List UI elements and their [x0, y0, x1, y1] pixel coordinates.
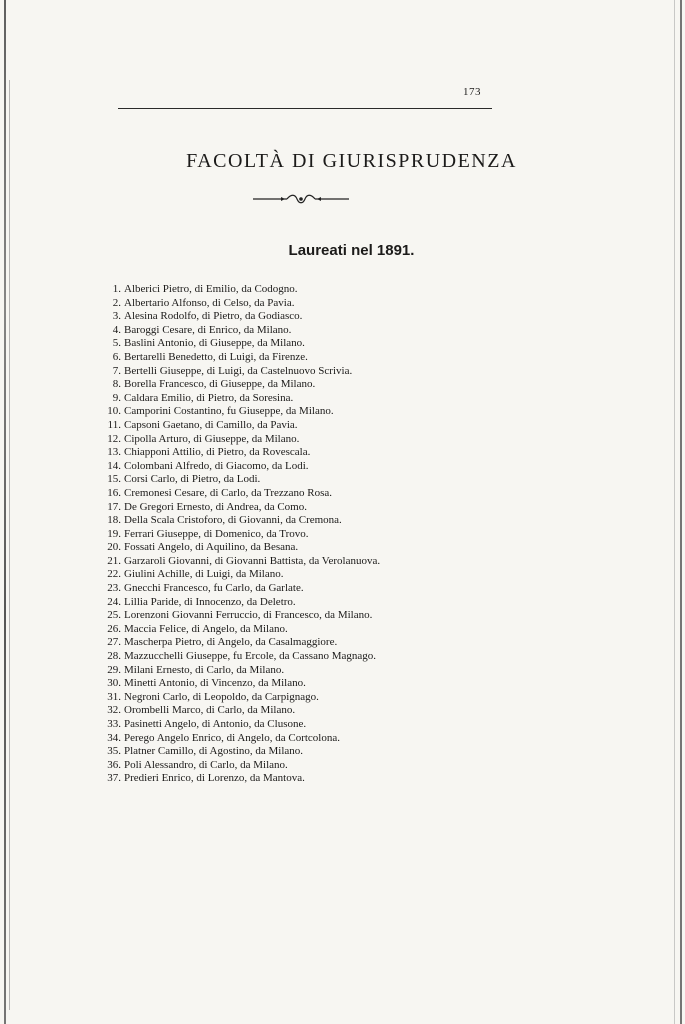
entry-text: De Gregori Ernesto, di Andrea, da Como.	[124, 500, 307, 513]
entry-text: Bertelli Giuseppe, di Luigi, da Castelnuovo Scrivia.	[124, 364, 353, 377]
entry-number: 21.	[107, 554, 121, 567]
entry-text: Minetti Antonio, di Vincenzo, da Milano.	[124, 677, 306, 690]
list-item	[100, 636, 380, 650]
list-item	[100, 528, 380, 542]
entry-number: 19.	[107, 527, 121, 540]
list-item	[100, 732, 380, 746]
entry-number: 12.	[107, 432, 121, 445]
entry-text: Platner Camillo, di Agostino, da Milano.	[124, 745, 304, 758]
entry-text: Poli Alessandro, di Carlo, da Milano.	[124, 758, 288, 771]
list-item	[100, 541, 380, 555]
entry-number: 30.	[107, 677, 121, 690]
graduates-subtitle: Laureati nel 1891.	[288, 242, 415, 259]
entry-text: Mazzucchelli Giuseppe, fu Ercole, da Cassano Magnago.	[124, 650, 376, 663]
entry-number: 2.	[112, 296, 121, 309]
list-item	[100, 568, 380, 582]
entry-number: 11.	[107, 418, 121, 431]
entry-text: Cipolla Arturo, di Giuseppe, da Milano.	[124, 432, 300, 445]
binding-edge-left-inner	[9, 80, 10, 1010]
list-item	[100, 392, 380, 406]
list-item	[100, 283, 380, 297]
entry-number: 6.	[112, 350, 121, 363]
entry-number: 17.	[107, 500, 121, 513]
list-item	[100, 487, 380, 501]
entry-text: Lorenzoni Giovanni Ferruccio, di Francesco, da Milano.	[124, 609, 373, 622]
entry-text: Orombelli Marco, di Carlo, da Milano.	[124, 704, 296, 717]
entry-number: 10.	[107, 405, 121, 418]
list-item	[100, 623, 380, 637]
list-item	[100, 501, 380, 515]
list-item	[100, 405, 380, 419]
list-item	[100, 351, 380, 365]
list-item	[100, 664, 380, 678]
entry-number: 7.	[112, 364, 121, 377]
list-item	[100, 555, 380, 569]
entry-text: Predieri Enrico, di Lorenzo, da Mantova.	[124, 772, 305, 785]
list-item	[100, 745, 380, 759]
entry-text: Albertario Alfonso, di Celso, da Pavia.	[124, 296, 295, 309]
entry-text: Ferrari Giuseppe, di Domenico, da Trovo.	[124, 527, 309, 540]
entry-text: Mascherpa Pietro, di Angelo, da Casalmaggiore.	[124, 636, 338, 649]
entry-number: 5.	[112, 337, 121, 350]
entry-number: 34.	[107, 731, 121, 744]
entry-number: 16.	[107, 486, 121, 499]
list-item	[100, 310, 380, 324]
entry-number: 35.	[107, 745, 121, 758]
entry-text: Baroggi Cesare, di Enrico, da Milano.	[124, 323, 292, 336]
entry-text: Milani Ernesto, di Carlo, da Milano.	[124, 663, 285, 676]
list-item	[100, 514, 380, 528]
entry-number: 36.	[107, 758, 121, 771]
list-item	[100, 324, 380, 338]
section-title: FACOLTÀ DI GIURISPRUDENZA	[186, 150, 517, 172]
entry-text: Borella Francesco, di Giuseppe, da Milano.	[124, 378, 316, 391]
entry-text: Alesina Rodolfo, di Pietro, da Godiasco.	[124, 310, 303, 323]
list-item	[100, 460, 380, 474]
entry-number: 15.	[107, 473, 121, 486]
list-item	[100, 650, 380, 664]
entry-text: Camporini Costantino, fu Giuseppe, da Milano.	[124, 405, 334, 418]
list-item	[100, 473, 380, 487]
entry-number: 25.	[107, 609, 121, 622]
entry-text: Maccia Felice, di Angelo, da Milano.	[124, 622, 288, 635]
entry-number: 33.	[107, 718, 121, 730]
entry-number: 32.	[107, 704, 121, 717]
header-rule	[118, 108, 492, 109]
graduates-list	[100, 283, 380, 786]
entry-text: Colombani Alfredo, di Giacomo, da Lodi.	[124, 459, 309, 472]
entry-number: 1.	[112, 283, 121, 295]
entry-number: 3.	[112, 310, 121, 323]
entry-number: 14.	[107, 459, 121, 472]
list-item	[100, 691, 380, 705]
entry-text: Corsi Carlo, di Pietro, da Lodi.	[124, 473, 261, 486]
entry-number: 27.	[107, 636, 121, 649]
entry-text: Negroni Carlo, di Leopoldo, da Carpignago.	[124, 690, 319, 703]
list-item	[100, 596, 380, 610]
entry-number: 8.	[112, 378, 121, 391]
entry-text: Pasinetti Angelo, di Antonio, da Clusone.	[124, 718, 307, 730]
entry-text: Gnecchi Francesco, fu Carlo, da Garlate.	[124, 582, 304, 595]
page-number: 173	[463, 86, 481, 98]
list-item	[100, 704, 380, 718]
list-item	[100, 446, 380, 460]
list-item	[100, 433, 380, 447]
entry-text: Chiapponi Attilio, di Pietro, da Rovescala.	[124, 446, 311, 459]
entry-number: 18.	[107, 514, 121, 527]
entry-number: 13.	[107, 446, 121, 459]
entry-text: Alberici Pietro, di Emilio, da Codogno.	[124, 283, 298, 295]
entry-number: 28.	[107, 650, 121, 663]
entry-text: Perego Angelo Enrico, di Angelo, da Cortcolona.	[124, 731, 340, 744]
entry-number: 4.	[112, 323, 121, 336]
entry-text: Bertarelli Benedetto, di Luigi, da Firenze.	[124, 350, 308, 363]
entry-text: Della Scala Cristoforo, di Giovanni, da Cremona.	[124, 514, 342, 527]
entry-text: Fossati Angelo, di Aquilino, da Besana.	[124, 541, 299, 554]
list-item	[100, 582, 380, 596]
entry-text: Cremonesi Cesare, di Carlo, da Trezzano Rosa.	[124, 486, 333, 499]
list-item	[100, 297, 380, 311]
list-item	[100, 718, 380, 732]
entry-text: Lillia Paride, di Innocenzo, da Deletro.	[124, 595, 296, 608]
list-item	[100, 419, 380, 433]
list-item	[100, 677, 380, 691]
entry-number: 26.	[107, 622, 121, 635]
entry-number: 23.	[107, 582, 121, 595]
list-item	[100, 378, 380, 392]
entry-text: Giulini Achille, di Luigi, da Milano.	[124, 568, 284, 581]
entry-number: 29.	[107, 663, 121, 676]
entry-number: 9.	[112, 391, 121, 404]
list-item	[100, 609, 380, 623]
ornament-divider	[253, 192, 349, 206]
entry-text: Garzaroli Giovanni, di Giovanni Battista, da Verolanuova.	[124, 554, 381, 567]
entry-text: Caldara Emilio, di Pietro, da Soresina.	[124, 391, 294, 404]
entry-number: 31.	[107, 690, 121, 703]
list-item	[100, 772, 380, 786]
entry-text: Baslini Antonio, di Giuseppe, da Milano.	[124, 337, 305, 350]
list-item	[100, 759, 380, 773]
entry-text: Capsoni Gaetano, di Camillo, da Pavia.	[124, 418, 298, 431]
list-item	[100, 365, 380, 379]
list-item	[100, 337, 380, 351]
entry-number: 24.	[107, 595, 121, 608]
entry-number: 37.	[107, 772, 121, 785]
entry-number: 22.	[107, 568, 121, 581]
entry-number: 20.	[107, 541, 121, 554]
